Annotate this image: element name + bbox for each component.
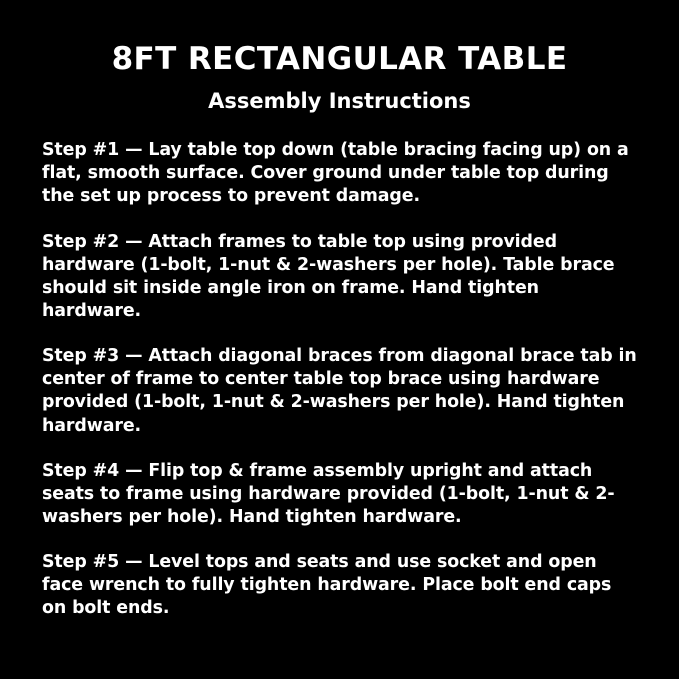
page-subtitle: Assembly Instructions	[208, 89, 471, 114]
step-text: Attach frames to table top using provided hardware (1-bolt, 1-nut & 2-washers per hole). Table brace should sit inside angle iron on frame. Hand tighten hardware.	[42, 231, 615, 322]
list-item	[42, 231, 637, 324]
step-dash: —	[125, 460, 143, 481]
list-item	[42, 551, 637, 620]
step-text: Attach diagonal braces from diagonal brace tab in center of frame to center table top brace using hardware provided (1-bolt, 1-nut & 2-washers per hole). Hand tighten hardware.	[42, 346, 637, 436]
list-item	[42, 460, 637, 529]
step-label: Step #5	[42, 552, 120, 573]
page-title: 8FT RECTANGULAR TABLE	[111, 41, 568, 77]
step-dash: —	[125, 231, 143, 252]
step-text: Level tops and seats and use socket and open face wrench to fully tighten hardware. Place bolt end caps on bolt ends.	[42, 552, 612, 619]
step-label: Step #3	[42, 346, 120, 367]
step-label: Step #2	[42, 231, 120, 252]
step-label: Step #1	[42, 140, 120, 161]
step-text: Flip top & frame assembly upright and attach seats to frame using hardware provided (1-bolt, 1-nut & 2-washers per hole). Hand tighten hardware.	[42, 460, 615, 528]
list-item	[42, 345, 637, 438]
step-label: Step #4	[42, 460, 120, 481]
step-dash: —	[125, 346, 143, 367]
step-dash: —	[125, 140, 143, 161]
list-item	[42, 139, 637, 208]
step-dash: —	[125, 552, 143, 573]
steps-list	[42, 139, 637, 620]
step-text: Lay table top down (table bracing facing up) on a flat, smooth surface. Cover ground under table top during the set up process to prevent damage.	[42, 140, 629, 207]
